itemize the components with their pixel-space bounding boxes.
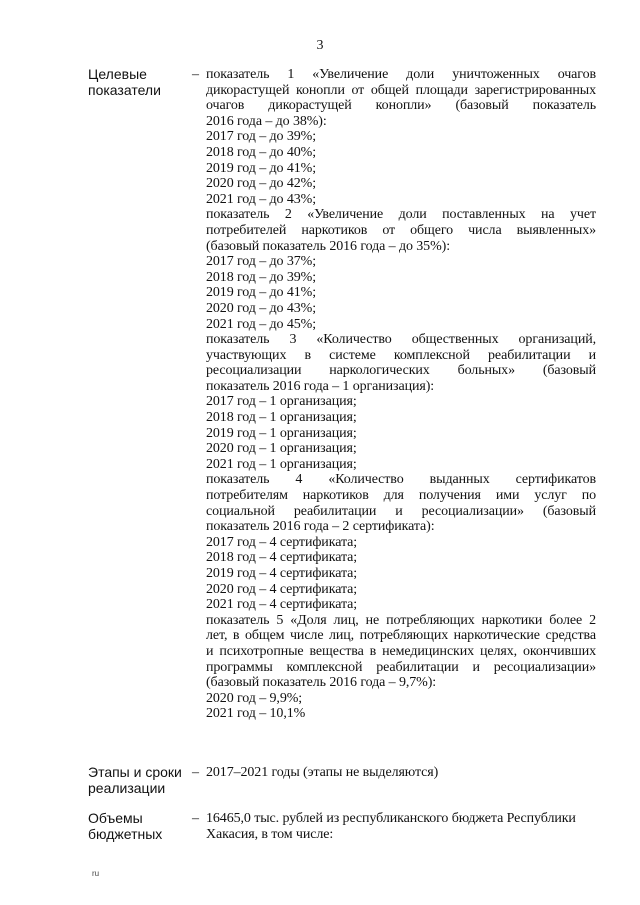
text-line: 2016 года – до 38%): [206,113,327,129]
text-line: 2021 год – до 45%; [206,316,316,332]
text-line: показатель 1 «Увеличение доли уничтоженных очагов [206,67,596,82]
text-line: 2021 год – до 43%; [206,191,316,207]
text-line: показатель 2 «Увеличение доли поставленных на учет [206,207,596,223]
text-line: 2020 год – 4 сертификата; [206,581,358,597]
text-line: 2020 год – 9,9%; [206,690,303,706]
text-line: ресоциализации наркологических больных» (базовый [206,363,596,379]
text-line: потребителям наркотиков для получения ими услуг по [206,488,596,504]
section-label [88,67,188,98]
section-dash: – [192,765,199,780]
section-label-line: Целевые [88,66,147,82]
text-line: лет, в общем числе лиц, потребляющих наркотические средства [206,628,596,644]
section-label-line: показатели [88,81,161,98]
text-line: 2020 год – до 43%; [206,300,316,316]
page-number: 3 [316,38,324,53]
text-line: (базовый показатель 2016 года – до 35%): [206,238,451,254]
text-line: показатель 2016 года – 2 сертификата): [206,519,435,535]
text-line: 2021 год – 10,1% [206,706,306,722]
section-content [206,811,596,842]
text-line: и психотропные вещества в немедицинских целях, окончивших [206,643,596,659]
text-line: 2019 год – до 41%; [206,160,316,176]
text-line: 2019 год – 4 сертификата; [206,566,358,581]
section-label-line: бюджетных [88,825,163,842]
text-line: показатель 3 «Количество общественных организаций, [206,332,596,348]
text-line: участвующих в системе комплексной реабилитации и [206,347,596,363]
text-line: 16465,0 тыс. рублей из республиканского бюджета Республики [206,811,576,826]
text-line: потребителей наркотиков от общего числа выявленных» [206,222,596,238]
text-line: Хакасия, в том числе: [206,826,334,842]
footer-mark: ru [92,869,100,878]
text-line: 2019 год – 1 организация; [206,425,357,441]
text-line: 2021 год – 4 сертификата; [206,597,358,613]
text-line: 2020 год – до 42%; [206,176,316,192]
text-line: 2021 год – 1 организация; [206,456,357,472]
section-dash: – [192,811,199,826]
section-label-line: реализации [88,779,166,796]
section-label [88,811,188,842]
text-line: 2018 год – до 40%; [206,144,316,160]
text-line: 2018 год – 1 организация; [206,410,357,426]
text-line: очагов дикорастущей конопли» (базовый показатель [206,98,596,114]
section-label-line: Объемы [88,810,143,826]
text-line: (базовый показатель 2016 года – 9,7%): [206,675,437,691]
text-line: показатель 5 «Доля лиц, не потребляющих наркотики более 2 [206,612,596,628]
text-line: социальной реабилитации и ресоциализации» (базовый [206,503,596,519]
text-line: показатель 4 «Количество выданных сертификатов [206,472,596,488]
text-line: 2018 год – до 39%; [206,269,316,285]
text-line: дикорастущей конопли от общей площади зарегистрированных [206,82,596,98]
section-label [88,765,188,796]
text-line: 2017 год – 4 сертификата; [206,534,358,550]
text-line: 2018 год – 4 сертификата; [206,550,358,566]
text-line: 2017 год – 1 организация; [206,394,357,410]
section-content [206,765,596,781]
section-content [206,67,596,722]
section-label-line: Этапы и сроки [88,764,182,780]
text-line: программы комплексной реабилитации и ресоциализации» [206,659,596,675]
text-line: 2019 год – до 41%; [206,285,316,301]
text-line: 2017 год – до 37%; [206,254,316,270]
text-line: показатель 2016 года – 1 организация): [206,378,435,394]
text-line: 2020 год – 1 организация; [206,441,357,457]
section-dash: – [192,67,199,82]
text-line: 2017 год – до 39%; [206,129,316,145]
text-line: 2017–2021 годы (этапы не выделяются) [206,765,439,780]
